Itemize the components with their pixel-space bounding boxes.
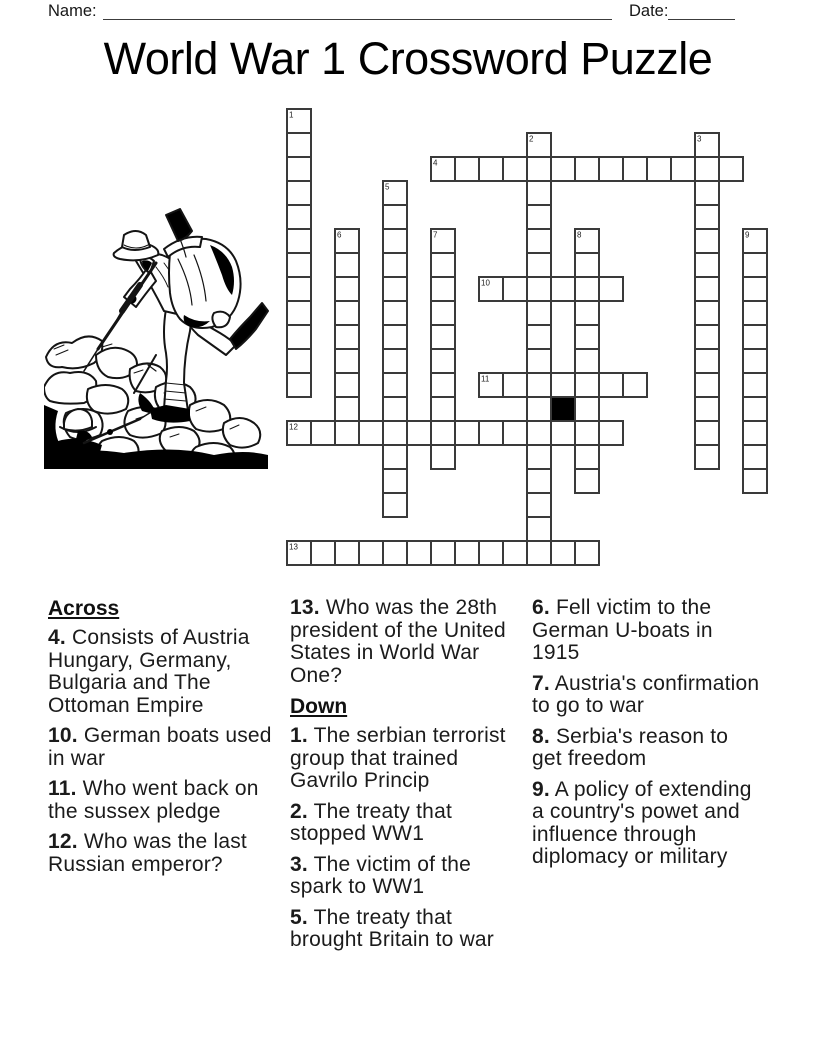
- crossword-cell[interactable]: [575, 253, 599, 277]
- crossword-cell[interactable]: [527, 157, 551, 181]
- crossword-cell[interactable]: [383, 253, 407, 277]
- crossword-cell[interactable]: [383, 469, 407, 493]
- crossword-cell[interactable]: [479, 421, 503, 445]
- crossword-cell[interactable]: [695, 445, 719, 469]
- clue-4: [48, 627, 276, 717]
- clue-text: The victim of the spark to WW1: [290, 852, 472, 898]
- clue-number: 3.: [290, 852, 308, 876]
- crossword-cell[interactable]: [647, 157, 671, 181]
- crossword-cell[interactable]: [287, 253, 311, 277]
- clue-text: A policy of extending a country's powet and influence through diplomacy or military: [532, 777, 752, 868]
- crossword-cell[interactable]: [695, 157, 719, 181]
- cell-number: 7: [433, 230, 438, 240]
- crossword-cell[interactable]: [527, 205, 551, 229]
- crossword-cell[interactable]: [287, 277, 311, 301]
- cell-number: 9: [745, 230, 750, 240]
- crossword-cell[interactable]: [527, 373, 551, 397]
- crossword-cell[interactable]: [695, 373, 719, 397]
- clue-text: Consists of Austria Hungary, Germany, Bulgaria and The Ottoman Empire: [48, 626, 250, 717]
- clue-text: Fell victim to the German U-boats in 1915: [532, 596, 713, 664]
- crossword-cell[interactable]: [407, 541, 431, 565]
- clue-number: 11.: [48, 777, 77, 800]
- clue-2: [290, 801, 518, 846]
- clue-text: The treaty that brought Britain to war: [290, 905, 495, 951]
- clue-number: 4.: [48, 626, 66, 649]
- clue-number: 9.: [532, 777, 550, 801]
- crossword-cell[interactable]: [527, 445, 551, 469]
- crossword-cell[interactable]: [527, 277, 551, 301]
- crossword-cell[interactable]: [431, 325, 455, 349]
- clue-text: Austria's confirmation to go to war: [532, 671, 760, 717]
- crossword-cell[interactable]: [407, 421, 431, 445]
- crossword-cell[interactable]: [431, 445, 455, 469]
- crossword-cell[interactable]: [599, 277, 623, 301]
- crossword-cell[interactable]: [383, 301, 407, 325]
- crossword-cell[interactable]: [335, 397, 359, 421]
- crossword-cell[interactable]: [575, 325, 599, 349]
- crossword-cell[interactable]: [695, 205, 719, 229]
- crossword-cell[interactable]: [335, 253, 359, 277]
- crossword-cell[interactable]: [743, 445, 767, 469]
- clue-number: 13.: [290, 596, 320, 619]
- crossword-cell[interactable]: [527, 493, 551, 517]
- clue-number: 12.: [48, 830, 78, 853]
- crossword-cell[interactable]: [743, 349, 767, 373]
- crossword-cell[interactable]: [575, 277, 599, 301]
- crossword-cell[interactable]: [551, 157, 575, 181]
- crossword-cell[interactable]: [383, 277, 407, 301]
- crossword-cell[interactable]: [575, 301, 599, 325]
- clue-column: [48, 597, 276, 960]
- crossword-cell[interactable]: [599, 421, 623, 445]
- crossword-cell[interactable]: [575, 157, 599, 181]
- crossword-cell[interactable]: [311, 541, 335, 565]
- crossword-cell[interactable]: [335, 421, 359, 445]
- crossword-cell[interactable]: [719, 157, 743, 181]
- crossword-cell[interactable]: [527, 421, 551, 445]
- crossword-cell[interactable]: [743, 277, 767, 301]
- cell-number: 11: [481, 374, 490, 384]
- crossword-cell[interactable]: [287, 229, 311, 253]
- crossword-cell[interactable]: [575, 469, 599, 493]
- crossword-cell[interactable]: [431, 373, 455, 397]
- crossword-cell[interactable]: [311, 421, 335, 445]
- cell-number: 2: [529, 134, 534, 144]
- crossword-cell[interactable]: [527, 397, 551, 421]
- crossword-cell[interactable]: [527, 229, 551, 253]
- crossword-cell[interactable]: [527, 469, 551, 493]
- crossword-cell[interactable]: [551, 277, 575, 301]
- crossword-cell[interactable]: [383, 493, 407, 517]
- soldier-illustration: [44, 197, 270, 471]
- crossword-cell[interactable]: [695, 349, 719, 373]
- crossword-cell[interactable]: [527, 541, 551, 565]
- crossword-cell[interactable]: [599, 373, 623, 397]
- clue-number: 2.: [290, 799, 308, 823]
- clue-12: [48, 831, 276, 876]
- crossword-cell[interactable]: [431, 397, 455, 421]
- crossword-cell[interactable]: [287, 157, 311, 181]
- crossword-cell[interactable]: [695, 325, 719, 349]
- crossword-cell[interactable]: [575, 445, 599, 469]
- crossword-cell[interactable]: [383, 205, 407, 229]
- clue-column: [532, 597, 760, 960]
- crossword-cell[interactable]: [575, 349, 599, 373]
- crossword-cell[interactable]: [575, 421, 599, 445]
- clue-number: 1.: [290, 724, 308, 747]
- crossword-cell[interactable]: [599, 157, 623, 181]
- crossword-grid: [286, 108, 768, 566]
- crossword-cell[interactable]: [695, 181, 719, 205]
- clue-3: [290, 854, 518, 899]
- crossword-cell[interactable]: [383, 373, 407, 397]
- clue-5: [290, 907, 518, 952]
- crossword-cell[interactable]: [527, 325, 551, 349]
- crossword-cell[interactable]: [335, 373, 359, 397]
- crossword-cell[interactable]: [359, 421, 383, 445]
- crossword-cell[interactable]: [455, 157, 479, 181]
- crossword-cell[interactable]: [383, 397, 407, 421]
- crossword-cell[interactable]: [527, 253, 551, 277]
- crossword-cell[interactable]: [335, 301, 359, 325]
- clue-text: Who went back on the sussex pledge: [48, 777, 259, 823]
- cell-number: 10: [481, 278, 490, 288]
- crossword-cell[interactable]: [743, 373, 767, 397]
- crossword-cell[interactable]: [743, 397, 767, 421]
- clue-7: [532, 673, 760, 718]
- date-input-line[interactable]: [668, 3, 735, 20]
- crossword-cell[interactable]: [287, 373, 311, 397]
- clue-text: Serbia's reason to get freedom: [532, 724, 729, 770]
- crossword-cell[interactable]: [335, 541, 359, 565]
- clue-11: [48, 778, 276, 823]
- crossword-cell[interactable]: [431, 421, 455, 445]
- crossword-cell[interactable]: [551, 541, 575, 565]
- crossword-cell[interactable]: [743, 421, 767, 445]
- clue-13: [290, 597, 518, 687]
- crossword-cell[interactable]: [383, 349, 407, 373]
- crossword-cell[interactable]: [695, 277, 719, 301]
- cell-number: 13: [289, 542, 298, 552]
- crossword-cell[interactable]: [503, 541, 527, 565]
- clue-1: [290, 725, 518, 793]
- crossword-cell[interactable]: [743, 301, 767, 325]
- crossword-cell[interactable]: [335, 349, 359, 373]
- crossword-cell[interactable]: [455, 541, 479, 565]
- clue-number: 8.: [532, 724, 550, 748]
- crossword-cell[interactable]: [695, 301, 719, 325]
- crossword-cell[interactable]: [359, 541, 383, 565]
- crossword-cell[interactable]: [287, 205, 311, 229]
- crossword-cell[interactable]: [287, 133, 311, 157]
- crossword-cell[interactable]: [551, 373, 575, 397]
- crossword-cell[interactable]: [575, 397, 599, 421]
- clue-text: Who was the last Russian emperor?: [48, 830, 247, 876]
- crossword-cell[interactable]: [623, 373, 647, 397]
- clue-9: [532, 779, 760, 869]
- crossword-cell[interactable]: [695, 253, 719, 277]
- crossword-cell[interactable]: [431, 301, 455, 325]
- clue-text: Who was the 28th president of the United States in World War One?: [290, 596, 506, 687]
- clue-text: German boats used in war: [48, 724, 272, 770]
- clue-number: 10.: [48, 724, 78, 747]
- crossword-cell[interactable]: [695, 421, 719, 445]
- crossword-cell[interactable]: [455, 421, 479, 445]
- crossword-cell[interactable]: [743, 325, 767, 349]
- clue-8: [532, 726, 760, 771]
- cell-number: 4: [433, 158, 438, 168]
- crossword-cell[interactable]: [503, 277, 527, 301]
- crossword-cell[interactable]: [479, 541, 503, 565]
- crossword-cell[interactable]: [287, 181, 311, 205]
- crossword-cell[interactable]: [503, 373, 527, 397]
- crossword-cell[interactable]: [431, 277, 455, 301]
- page-title: World War 1 Crossword Puzzle: [103, 33, 713, 84]
- crossword-cell[interactable]: [743, 469, 767, 493]
- crossword-cell[interactable]: [335, 277, 359, 301]
- crossword-cell[interactable]: [383, 229, 407, 253]
- crossword-cell[interactable]: [431, 349, 455, 373]
- crossword-cell[interactable]: [551, 421, 575, 445]
- crossword-cell[interactable]: [431, 541, 455, 565]
- clues-heading-down: Down: [290, 695, 348, 718]
- clue-text: The treaty that stopped WW1: [290, 799, 452, 845]
- clue-6: [532, 597, 760, 665]
- crossword-cell[interactable]: [503, 157, 527, 181]
- cell-number: 12: [289, 422, 298, 432]
- crossword-cell[interactable]: [623, 157, 647, 181]
- cell-number: 8: [577, 230, 582, 240]
- clue-number: 5.: [290, 905, 308, 929]
- crossword-cell[interactable]: [695, 229, 719, 253]
- clue-number: 7.: [532, 671, 550, 695]
- crossword-cell[interactable]: [527, 349, 551, 373]
- crossword-cell[interactable]: [527, 181, 551, 205]
- crossword-cell[interactable]: [575, 373, 599, 397]
- clue-column: [290, 597, 518, 960]
- crossword-cell[interactable]: [383, 325, 407, 349]
- cell-number: 6: [337, 230, 342, 240]
- crossword-cell[interactable]: [743, 253, 767, 277]
- crossword-cell[interactable]: [383, 445, 407, 469]
- name-input-line[interactable]: [103, 3, 612, 20]
- crossword-cell[interactable]: [287, 325, 311, 349]
- crossword-cell[interactable]: [287, 301, 311, 325]
- crossword-cell[interactable]: [287, 349, 311, 373]
- cell-number: 5: [385, 182, 390, 192]
- clue-10: [48, 725, 276, 770]
- crossword-cell[interactable]: [527, 301, 551, 325]
- crossword-cell[interactable]: [575, 541, 599, 565]
- clue-number: 6.: [532, 596, 550, 619]
- crossword-cell[interactable]: [671, 157, 695, 181]
- clue-text: The serbian terrorist group that trained Gavrilo Princip: [290, 724, 506, 792]
- cell-number: 1: [289, 110, 294, 120]
- crossword-cell[interactable]: [431, 253, 455, 277]
- crossword-cell[interactable]: [695, 397, 719, 421]
- name-label: Name:: [48, 2, 97, 20]
- clues-heading-across: Across: [48, 597, 120, 620]
- crossword-cell[interactable]: [503, 421, 527, 445]
- date-label: Date:: [629, 2, 669, 20]
- crossword-cell[interactable]: [383, 541, 407, 565]
- crossword-cell[interactable]: [383, 421, 407, 445]
- crossword-cell[interactable]: [479, 157, 503, 181]
- clues-section: [48, 597, 760, 960]
- black-cell: [551, 397, 575, 421]
- crossword-cell[interactable]: [527, 517, 551, 541]
- crossword-cell[interactable]: [335, 325, 359, 349]
- cell-number: 3: [697, 134, 702, 144]
